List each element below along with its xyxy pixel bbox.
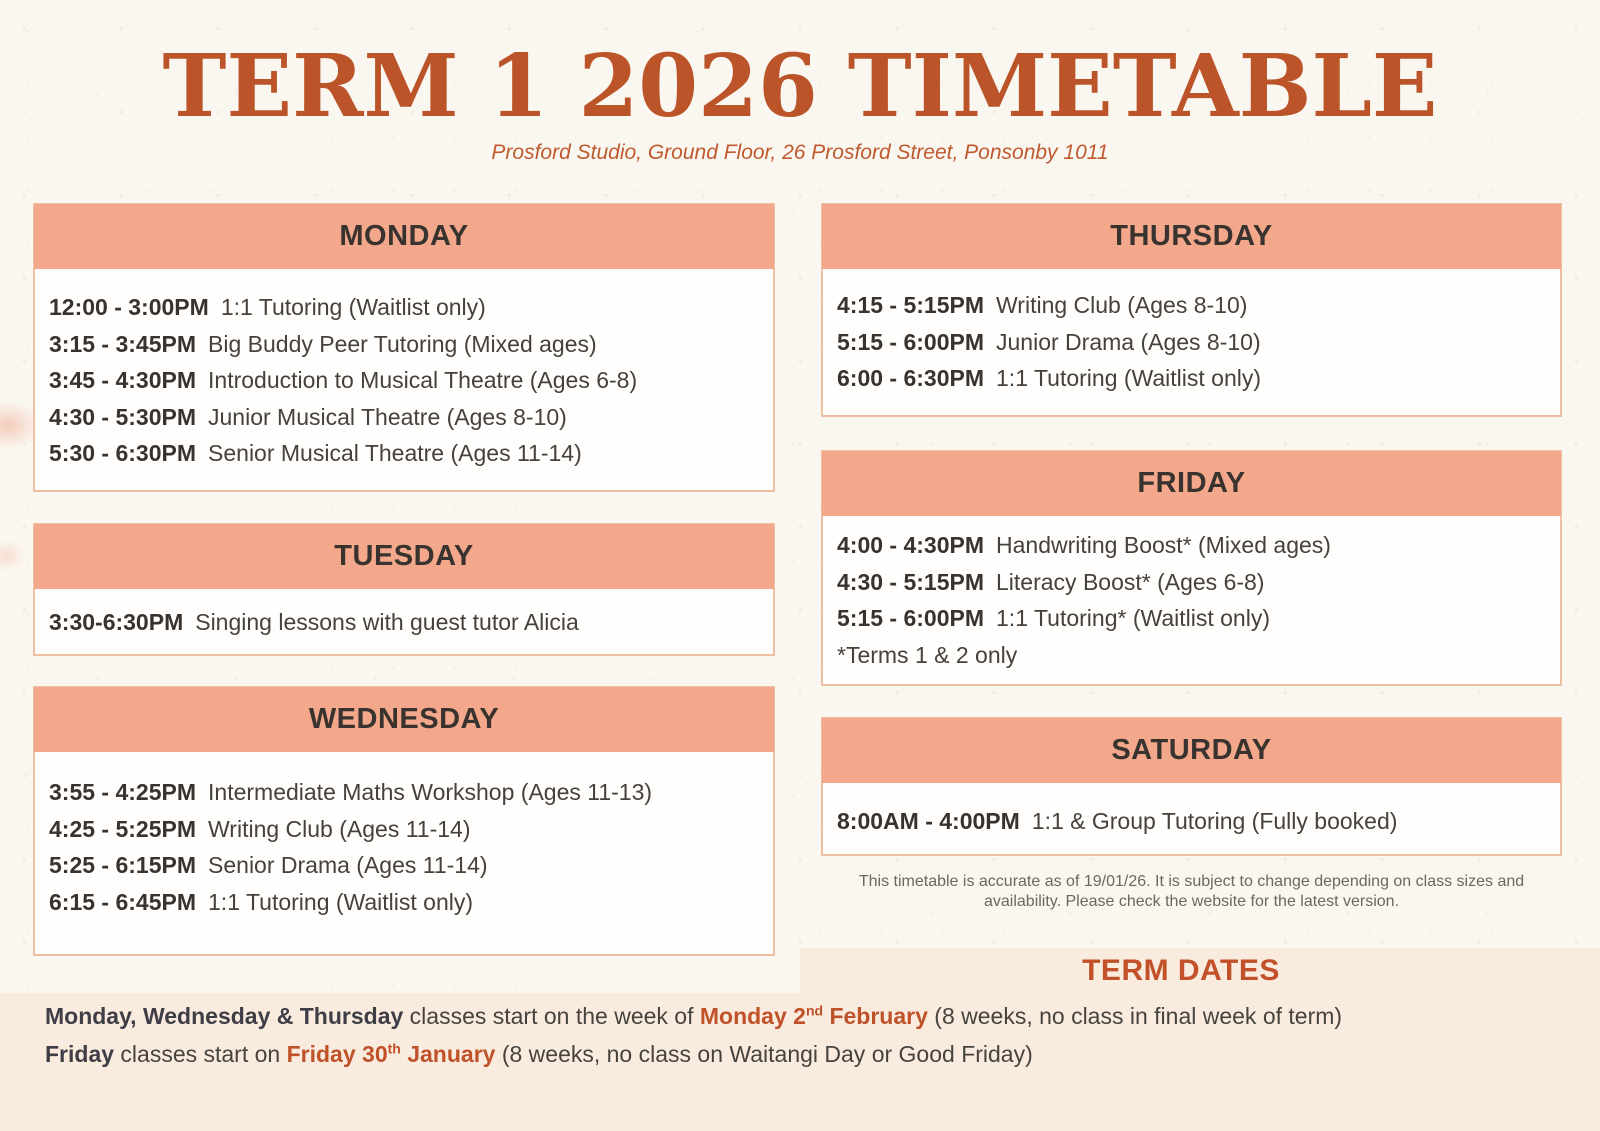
term-dates-heading: TERM DATES [1082,954,1280,987]
term-line1-days: Monday, Wednesday & Thursday [45,1003,404,1029]
schedule-row [837,360,1546,397]
term-line1-detail: (8 weeks, no class in final week of term) [927,1003,1343,1029]
wednesday-title: WEDNESDAY [308,703,500,735]
class-time: 3:45 - 4:30PM [49,367,197,394]
term-line2-text: classes start on [114,1041,287,1067]
class-label: Handwriting Boost* (Mixed ages) [996,532,1331,558]
schedule-row [49,884,759,921]
class-label: Writing Club (Ages 11-14) [208,815,471,842]
schedule-row [837,600,1546,637]
monday-title: MONDAY [339,220,469,252]
tuesday-body [35,589,773,641]
class-label: 1:1 Tutoring (Waitlist only) [208,888,474,915]
term-line2-days: Friday [45,1041,115,1067]
class-time: 5:15 - 6:00PM [837,328,985,355]
class-time: 5:15 - 6:00PM [837,605,985,632]
class-time: 6:15 - 6:45PM [49,888,197,915]
term-line1-ordinal: nd [805,1002,824,1019]
schedule-row [837,527,1546,564]
class-time: 12:00 - 3:00PM [49,294,209,320]
class-label: Junior Drama (Ages 8-10) [996,328,1261,355]
class-time: 3:55 - 4:25PM [49,779,197,805]
class-time: 3:15 - 3:45PM [49,330,197,357]
schedule-row [837,564,1546,601]
monday-section [33,203,775,492]
class-label: 1:1 & Group Tutoring (Fully booked) [1031,808,1398,834]
class-time: 4:00 - 4:30PM [837,532,985,558]
disclaimer-text: This timetable is accurate as of 19/01/26. It is subject to change depending on class sizes and availability. Please check the website for the latest version. [858,873,1525,910]
tuesday-header [34,524,774,589]
term-line1-text: classes start on the week of [403,1003,700,1029]
class-label: Junior Musical Theatre (Ages 8-10) [208,403,567,430]
schedule-row [49,289,759,326]
schedule-row [49,435,759,472]
class-label: Writing Club (Ages 8-10) [996,292,1248,318]
friday-body [823,516,1560,673]
schedule-row [49,326,759,363]
friday-header [822,451,1561,516]
class-label: Introduction to Musical Theatre (Ages 6-8) [208,367,638,394]
friday-section [821,450,1562,686]
schedule-row [837,324,1546,361]
class-time: 3:30-6:30PM [49,609,184,635]
class-time: 4:25 - 5:25PM [49,815,197,842]
monday-header [34,204,774,269]
term-line2-detail: (8 weeks, no class on Waitangi Day or Good Friday) [495,1041,1033,1067]
term-line2-ordinal: th [387,1040,401,1057]
schedule-row [49,362,759,399]
class-time: 6:00 - 6:30PM [837,365,985,392]
saturday-section [821,717,1562,856]
class-label: 1:1 Tutoring* (Waitlist only) [996,605,1270,632]
saturday-header [822,718,1561,783]
class-label: Singing lessons with guest tutor Alicia [195,609,579,635]
monday-body [35,269,773,472]
term-dates-line-2 [45,1035,1585,1073]
class-label: 1:1 Tutoring (Waitlist only) [996,365,1262,392]
term-line2-date: Friday 30 [286,1041,388,1067]
term-line1-date: Monday 2 [699,1003,806,1029]
saturday-title: SATURDAY [1111,734,1272,766]
wednesday-header [34,687,774,752]
disclaimer [821,872,1562,912]
thursday-header [822,204,1561,269]
thursday-title: THURSDAY [1110,220,1273,252]
schedule-row [49,847,759,884]
wednesday-section [33,686,775,956]
page-title: TERM 1 2026 TIMETABLE [162,36,1438,137]
class-time: 4:15 - 5:15PM [837,292,985,318]
class-label: Big Buddy Peer Tutoring (Mixed ages) [208,330,597,357]
schedule-row [49,604,759,641]
term-dates-line-1 [45,997,1585,1035]
class-label: Intermediate Maths Workshop (Ages 11-13) [208,779,653,805]
term-line2-month: January [400,1041,496,1067]
schedule-row [49,811,759,848]
class-time: 4:30 - 5:30PM [49,403,197,430]
tuesday-title: TUESDAY [334,540,474,572]
schedule-row [837,287,1546,324]
class-label: Senior Drama (Ages 11-14) [208,852,488,879]
term-dates-lines [45,997,1585,1073]
class-label: Senior Musical Theatre (Ages 11-14) [208,440,582,467]
thursday-body [823,269,1560,397]
class-label: 1:1 Tutoring (Waitlist only) [220,294,486,320]
thursday-section [821,203,1562,417]
friday-title: FRIDAY [1137,467,1246,499]
schedule-row [49,774,759,811]
saturday-body [823,783,1560,840]
term-line1-month: February [823,1003,928,1029]
class-time: 4:30 - 5:15PM [837,568,985,595]
class-time: 8:00AM - 4:00PM [837,808,1020,834]
class-label: Literacy Boost* (Ages 6-8) [996,568,1265,595]
schedule-row [837,803,1546,840]
schedule-row [49,399,759,436]
tuesday-section [33,523,775,656]
class-time: 5:30 - 6:30PM [49,440,197,467]
wednesday-body [35,752,773,920]
friday-terms-note: *Terms 1 & 2 only [837,641,1018,668]
page-subtitle: Prosford Studio, Ground Floor, 26 Prosford Street, Ponsonby 1011 [491,141,1109,165]
class-time: 5:25 - 6:15PM [49,852,197,879]
